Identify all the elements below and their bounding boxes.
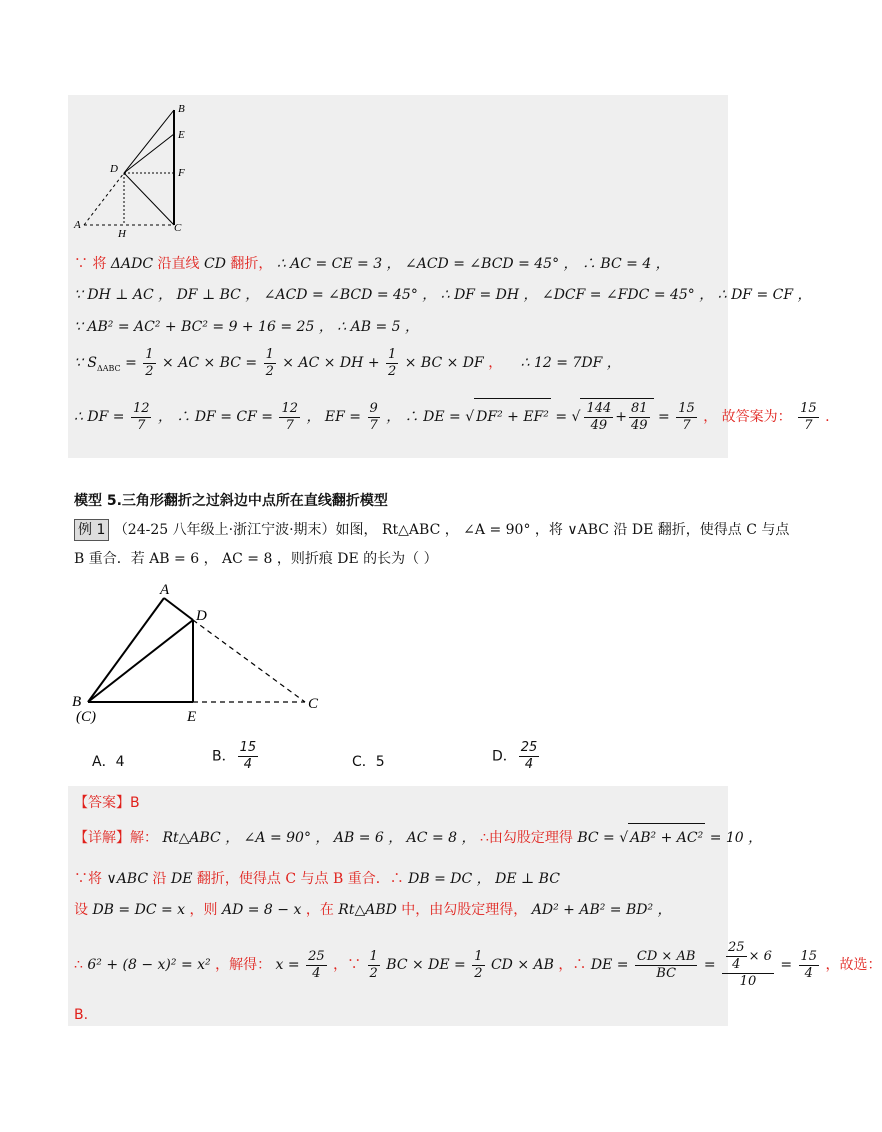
label-E: E [187, 709, 197, 725]
question-line-1: 例 1 （24-25 八年级上·浙江宁波·期末）如图， Rt△ABC ， ∠A = 90° ，将 ∨ABC 沿 DE 翻折，使得点 C 与点 [74, 519, 789, 541]
fraction-15-7: $\frac{15}{7}$ [800, 400, 817, 433]
sqrt-fractions: $\frac{144}{49}$ + $\frac{81}{49}$ [580, 398, 653, 435]
fraction-15-4: $\frac{15}{4}$ [800, 948, 818, 981]
answer-line-3: 设 DB = DC = x ，则 AD = 8 − x ，在 Rt△ABD 中，由勾股定理得， AD² + AB² = BD² ， [74, 902, 672, 918]
seg-AD [164, 598, 193, 620]
seg-DC [124, 173, 174, 225]
fraction-12-7: $\frac{12}{7}$ [281, 400, 299, 433]
label-A: A [160, 582, 170, 598]
label-C: C [174, 222, 182, 234]
fraction-half: $\frac{1}{2}$ [474, 948, 483, 981]
solution1-line-3: ∵ AB² = AC² + BC² = 9 + 16 = 25 ， ∴ AB = 5 ， [74, 319, 420, 335]
label-D: D [196, 608, 207, 624]
fraction-half: $\frac{1}{2}$ [265, 346, 274, 379]
label-B: B [178, 103, 185, 115]
fraction-half: $\frac{1}{2}$ [388, 346, 397, 379]
seg-BD [88, 620, 193, 702]
seg-DB [124, 110, 174, 173]
fraction-cdab-bc: $\frac{CD \times AB}{BC}$ [636, 948, 696, 981]
label-C-paren: (C) [76, 709, 96, 725]
fraction-9-7: $\frac{9}{7}$ [369, 400, 378, 433]
seg-DC [193, 620, 305, 702]
fraction-12-7: $\frac{12}{7}$ [132, 400, 150, 433]
option-d[interactable]: D． $\frac{25}{4}$ [492, 740, 538, 772]
answer-line-2: ∵将 ∨ABC 沿 DE 翻折，使得点 C 与点 B 重合．∴ DB = DC ， DE ⊥ BC [74, 871, 560, 887]
seg-DE [124, 134, 174, 173]
fraction-half: $\frac{1}{2}$ [145, 346, 154, 379]
question-line-2: B 重合．若 AB = 6 ， AC = 8 ，则折痕 DE 的长为（ ） [74, 551, 438, 567]
diagram-1 [68, 98, 198, 238]
answer-final: B. [74, 1007, 89, 1023]
label-H: H [118, 228, 126, 240]
section-heading: 模型 5.三角形翻折之过斜边中点所在直线翻折模型 [74, 493, 388, 509]
label-A: A [74, 219, 81, 231]
answer-line-4: ∴ 6² + (8 − x)² = x² ，解得： x = $\frac{25}{4}$ ，∵ $\frac{1}{2}$ BC × DE = $\frac{1}{2}$ CD × AB ，∴ DE = $\frac{CD \times AB}{BC}$ = $\frac{25}{4}$ × 6 10 = $\frac{15}{4}$ ，故选： [74, 940, 882, 989]
seg-AD [84, 173, 124, 225]
answer-label: 【答案】B [74, 795, 140, 811]
label-F: F [178, 167, 185, 179]
option-b[interactable]: B． $\frac{15}{4}$ [212, 740, 257, 772]
label-C: C [308, 696, 319, 712]
solution1-line-1: ∵ 将 ΔADC 沿直线 CD 翻折， ∴ AC = CE = 3 ， ∠ACD = ∠BCD = 45° ， ∴ BC = 4 ， [74, 256, 670, 272]
fraction-25-4: $\frac{25}{4}$ [308, 948, 325, 981]
diagram-2 [68, 580, 338, 725]
label-E: E [178, 129, 185, 141]
solution1-line-2: ∵ DH ⊥ AC ， DF ⊥ BC ， ∠ACD = ∠BCD = 45° ， ∴ DF = DH ， ∠DCF = ∠FDC = 45° ， ∴ DF = CF ， [74, 287, 812, 303]
label-B: B [72, 694, 82, 710]
example-tag: 例 1 [74, 519, 109, 541]
option-a[interactable]: A．4 [92, 754, 125, 770]
seg-BA [88, 598, 164, 702]
fraction-compound: $\frac{25}{4}$ × 6 10 [722, 940, 774, 990]
label-D: D [110, 163, 118, 175]
fraction-half: $\frac{1}{2}$ [369, 948, 378, 981]
option-c[interactable]: C．5 [352, 754, 385, 770]
solution1-line-5: ∴ DF = $\frac{12}{7}$ ， ∴ DF = CF = $\frac{12}{7}$ ， EF = $\frac{9}{7}$ ， ∴ DE = √ DF² + EF² = √ $\frac{144}{49}$ + $\frac{81}{49}$ = $\frac{15}{7}$ ， 故答案为： $\frac{15}{7}$ . [74, 398, 830, 435]
answer-line-1: 【详解】解： Rt△ABC ， ∠A = 90° ， AB = 6 ， AC = 8 ， ∴由勾股定理得 BC = √ AB² + AC² = 10 ， [74, 823, 762, 852]
solution1-line-4: ∵ $S_{\Delta ABC}$ = $\frac{1}{2}$ × AC × BC = $\frac{1}{2}$ × AC × DH + $\frac{1}{2}$ × BC × DF ， ∴ 12 = 7DF ， [74, 346, 621, 379]
fraction-15-7: $\frac{15}{7}$ [678, 400, 695, 433]
